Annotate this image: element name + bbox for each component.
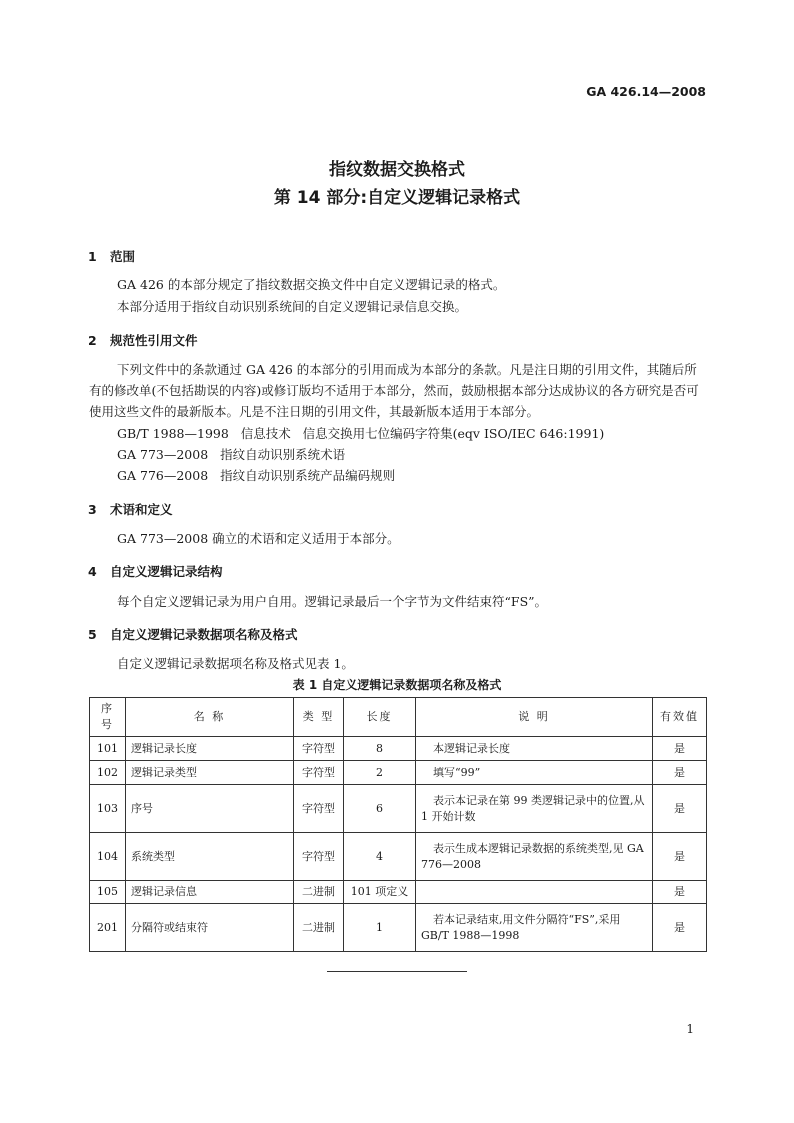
cell-seq: 103 [90,785,126,833]
paragraph: 每个自定义逻辑记录为用户自用。逻辑记录最后一个字节为文件结束符“FS”。 [117,594,548,609]
document-code: GA 426.14—2008 [586,84,706,99]
reference-item: GA 773—2008 指纹自动识别系统术语 [117,447,346,462]
cell-seq: 105 [90,881,126,904]
header-type: 类 型 [294,698,344,737]
section-heading-scope [88,247,135,265]
header-length: 长度 [344,698,416,737]
section-number: 1 [88,249,97,264]
cell-valid: 是 [653,737,707,761]
header-seq: 序号 [90,698,126,737]
cell-description: 若本记录结束,用文件分隔符“FS”,采用 GB/T 1988—1998 [416,904,653,952]
section-title: 自定义逻辑记录结构 [110,564,223,579]
cell-valid: 是 [653,785,707,833]
cell-length: 8 [344,737,416,761]
table-header-row [90,698,707,737]
table-row [90,785,707,833]
table-caption: 表 1 自定义逻辑记录数据项名称及格式 [292,678,502,692]
document-subtitle: 第 14 部分:自定义逻辑记录格式 [273,188,521,208]
cell-valid: 是 [653,761,707,785]
cell-type: 字符型 [294,737,344,761]
cell-name: 系统类型 [126,833,294,881]
section-title: 术语和定义 [110,502,173,517]
cell-valid: 是 [653,833,707,881]
header-description: 说 明 [416,698,653,737]
section-title: 自定义逻辑记录数据项名称及格式 [110,627,298,642]
end-rule-divider [327,971,467,972]
cell-description [416,881,653,904]
table-row [90,881,707,904]
section-title: 范围 [110,249,136,264]
data-items-table [89,697,707,952]
section-number: 5 [88,627,97,642]
cell-type: 二进制 [294,881,344,904]
cell-name: 序号 [126,785,294,833]
cell-name: 分隔符或结束符 [126,904,294,952]
cell-description: 填写“99” [416,761,653,785]
reference-item: GB/T 1988—1998 信息技术 信息交换用七位编码字符集(eqv ISO/IEC 646:1991) [117,426,605,441]
paragraph: 下列文件中的条款通过 GA 426 的本部分的引用而成为本部分的条款。凡是注日期的引用文件，其随后所有的修改单(不包括勘误的内容)或修订版均不适用于本部分，然而，鼓励根据本部分达成协议的各方研究是否可使用这些文件的最新版本。凡是不注日期的引用文件，其最新版本适用于本部分。 [89,362,699,419]
cell-type: 字符型 [294,833,344,881]
section-heading-terms [88,500,173,518]
cell-name: 逻辑记录长度 [126,737,294,761]
table-row [90,833,707,881]
cell-valid: 是 [653,881,707,904]
section-heading-normative-references [88,331,198,349]
cell-seq: 101 [90,737,126,761]
cell-name: 逻辑记录类型 [126,761,294,785]
paragraph: GA 773—2008 确立的术语和定义适用于本部分。 [117,531,400,546]
cell-length: 4 [344,833,416,881]
section-title: 规范性引用文件 [110,333,198,348]
cell-length: 2 [344,761,416,785]
header-valid: 有效值 [653,698,707,737]
paragraph: 自定义逻辑记录数据项名称及格式见表 1。 [117,656,354,671]
cell-type: 字符型 [294,761,344,785]
paragraph: 本部分适用于指纹自动识别系统间的自定义逻辑记录信息交换。 [117,299,468,314]
paragraph: GA 426 的本部分规定了指纹数据交换文件中自定义逻辑记录的格式。 [117,277,506,292]
section-number: 3 [88,502,97,517]
header-name: 名 称 [126,698,294,737]
cell-seq: 104 [90,833,126,881]
cell-type: 字符型 [294,785,344,833]
cell-description: 表示生成本逻辑记录数据的系统类型,见 GA 776—2008 [416,833,653,881]
cell-name: 逻辑记录信息 [126,881,294,904]
section-heading-data-items [88,625,298,643]
cell-length: 101 项定义 [344,881,416,904]
table-row [90,737,707,761]
table-row [90,904,707,952]
cell-type: 二进制 [294,904,344,952]
document-title: 指纹数据交换格式 [329,160,465,180]
cell-description: 本逻辑记录长度 [416,737,653,761]
cell-length: 6 [344,785,416,833]
section-number: 4 [88,564,97,579]
section-heading-structure [88,562,223,580]
cell-length: 1 [344,904,416,952]
cell-valid: 是 [653,904,707,952]
cell-seq: 102 [90,761,126,785]
section-number: 2 [88,333,97,348]
cell-seq: 201 [90,904,126,952]
page-number: 1 [686,1022,694,1036]
reference-item: GA 776—2008 指纹自动识别系统产品编码规则 [117,468,396,483]
table-row [90,761,707,785]
cell-description: 表示本记录在第 99 类逻辑记录中的位置,从 1 开始计数 [416,785,653,833]
